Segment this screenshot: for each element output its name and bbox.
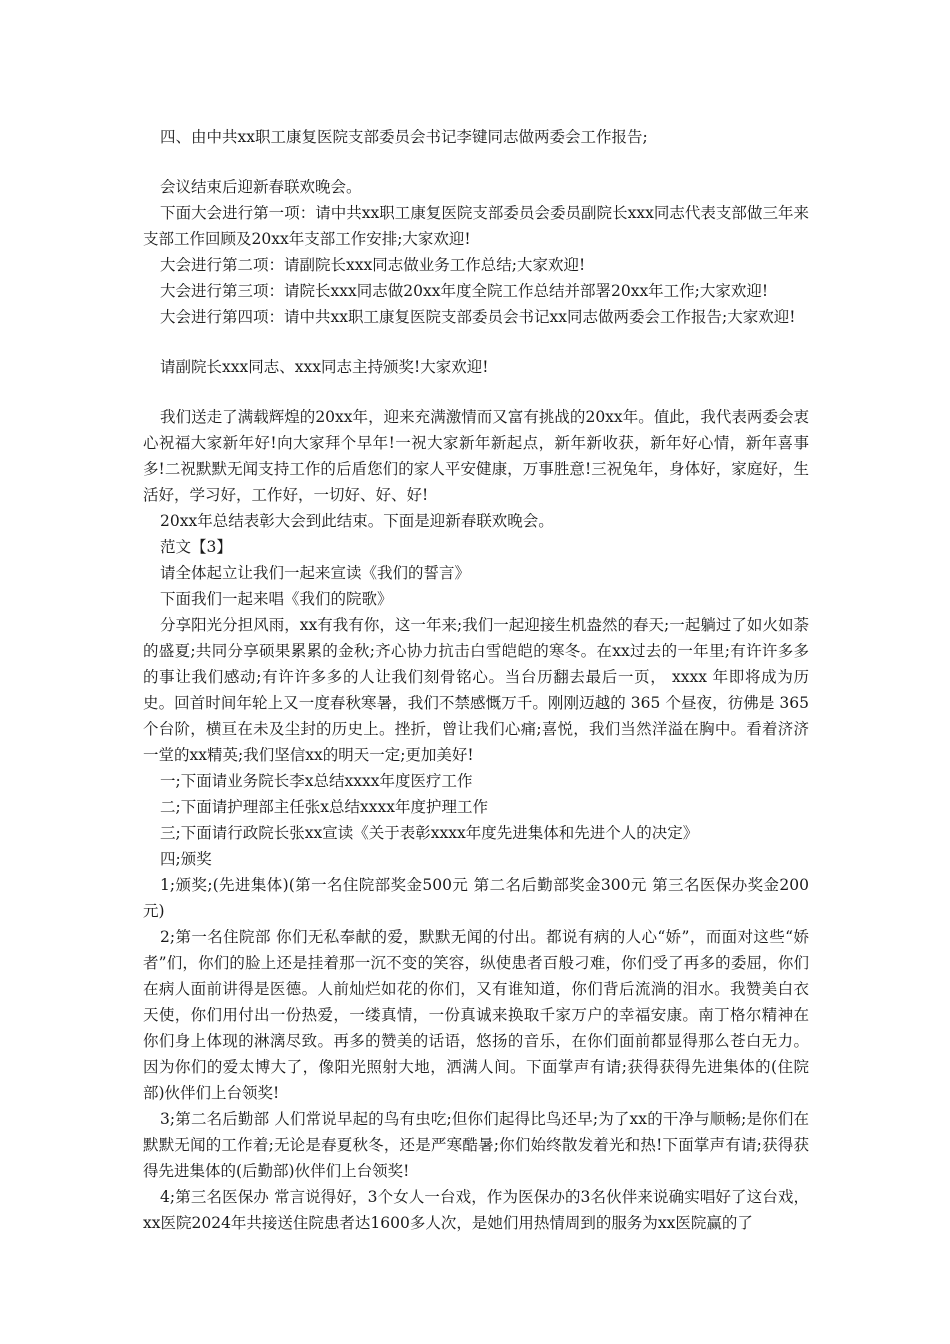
paragraph: 大会进行第四项：请中共xx职工康复医院支部委员会书记xx同志做两委会工作报告;大家欢迎! — [160, 308, 796, 326]
paragraph: 二;下面请护理部主任张x总结xxxx年度护理工作 — [160, 798, 488, 816]
section-heading: 范文【3】 — [160, 538, 232, 556]
paragraph: 四、由中共xx职工康复医院支部委员会书记李键同志做两委会工作报告; — [160, 128, 648, 146]
paragraph: 下面我们一起来唱《我们的院歌》 — [160, 590, 393, 608]
paragraph-gap — [143, 150, 809, 174]
paragraph: 请副院长xxx同志、xxx同志主持颁奖!大家欢迎! — [160, 358, 489, 376]
paragraph: 三;下面请行政院长张xx宣读《关于表彰xxxx年度先进集体和先进个人的决定》 — [160, 824, 699, 842]
paragraph: 分享阳光分担风雨，xx有我有你，这一年来;我们一起迎接生机盎然的春天;一起躺过了如火如荼的盛夏;共同分享硕果累累的金秋;齐心协力抗击白雪皑皑的寒冬。在xx过去的一年里;有许许多多的事让我们感动;有许许多多的人让我们刻骨铭心。当台历翻去最后一页， xxxx 年即将成为历史。回首时间年轮上又一度春秋寒暑，我们不禁感慨万千。刚刚迈越的 365 个昼夜，彷佛是 365 个台阶，横亘在未及尘封的历史上。挫折，曾让我们心痛;喜悦，我们当然洋溢在胸中。看着济济一堂的xx精英;我们坚信xx的明天一定;更加美好! — [143, 616, 809, 764]
paragraph: 大会进行第三项：请院长xxx同志做20xx年度全院工作总结并部署20xx年工作;大家欢迎! — [160, 282, 769, 300]
paragraph: 2;第一名住院部 你们无私奉献的爱，默默无闻的付出。都说有病的人心“娇”，而面对这些“娇者”们，你们的脸上还是挂着那一沉不变的笑容，纵使患者百般刁难，你们受了再多的委屈，你们在病人面前讲得是医德。人前灿烂如花的你们，又有谁知道，你们背后流淌的泪水。我赞美白衣天使，你们用付出一份热爱，一缕真情，一份真诚来换取千家万户的幸福安康。南丁格尔精神在你们身上体现的淋漓尽致。再多的赞美的话语，悠扬的音乐，在你们面前都显得那么苍白无力。因为你们的爱太博大了，像阳光照射大地，洒满人间。下面掌声有请;获得获得先进集体的(住院部)伙伴们上台领奖! — [143, 928, 809, 1102]
paragraph: 大会进行第二项：请副院长xxx同志做业务工作总结;大家欢迎! — [160, 256, 586, 274]
paragraph: 3;第二名后勤部 人们常说早起的鸟有虫吃;但你们起得比鸟还早;为了xx的干净与顺畅;是你们在默默无闻的工作着;无论是春夏秋冬，还是严寒酷暑;你们始终散发着光和热!下面掌声有请;获得获得先进集体的(后勤部)伙伴们上台领奖! — [143, 1110, 809, 1180]
paragraph: 下面大会进行第一项：请中共xx职工康复医院支部委员会委员副院长xxx同志代表支部做三年来支部工作回顾及20xx年支部工作安排;大家欢迎! — [143, 204, 809, 248]
paragraph: 1;颁奖;(先进集体)(第一名住院部奖金500元 第二名后勤部奖金300元 第三名医保办奖金200元) — [143, 876, 809, 920]
document-body — [143, 124, 809, 1236]
paragraph-gap — [143, 380, 809, 404]
paragraph: 我们送走了满载辉煌的20xx年，迎来充满激情而又富有挑战的20xx年。值此，我代表两委会衷心祝福大家新年好!向大家拜个早年!一祝大家新年新起点，新年新收获，新年好心情，新年喜事多!二祝默默无闻支持工作的后盾您们的家人平安健康，万事胜意!三祝兔年，身体好，家庭好，生活好，学习好，工作好，一切好、好、好! — [143, 408, 809, 504]
paragraph-gap — [143, 330, 809, 354]
paragraph: 20xx年总结表彰大会到此结束。下面是迎新春联欢晚会。 — [160, 512, 554, 530]
paragraph: 四;颁奖 — [160, 850, 212, 868]
paragraph: 会议结束后迎新春联欢晚会。 — [160, 178, 362, 196]
paragraph: 一;下面请业务院长李x总结xxxx年度医疗工作 — [160, 772, 473, 790]
paragraph: 4;第三名医保办 常言说得好，3个女人一台戏，作为医保办的3名伙伴来说确实唱好了这台戏，xx医院2024年共接送住院患者达1600多人次，是她们用热情周到的服务为xx医院赢的了 — [143, 1188, 809, 1232]
paragraph: 请全体起立让我们一起来宣读《我们的誓言》 — [160, 564, 471, 582]
